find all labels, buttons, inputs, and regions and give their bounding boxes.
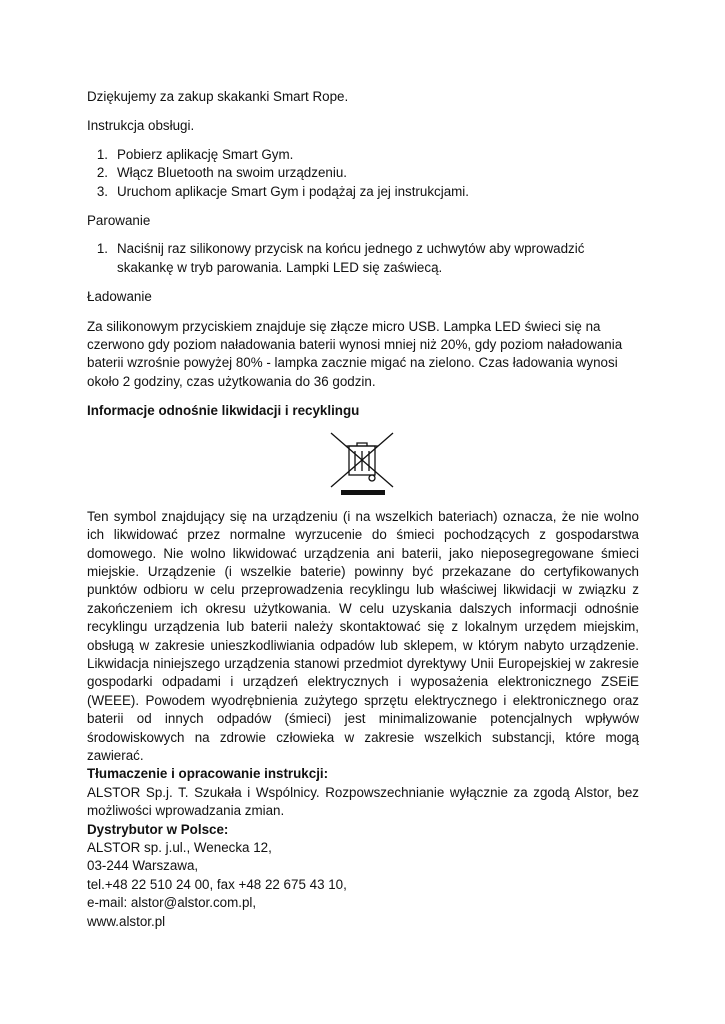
list-item: [87, 240, 639, 277]
list-number: 3.: [96, 183, 108, 199]
list-number: 2.: [96, 165, 108, 181]
recycling-heading: Informacje odnośnie likwidacji i recyklingu: [87, 403, 360, 419]
distributor-heading: Dystrybutor w Polsce:: [87, 821, 229, 837]
crossed-out-wheelie-bin-icon: [327, 431, 399, 497]
pairing-list: [87, 240, 639, 277]
pairing-heading: Parowanie: [87, 213, 151, 229]
recycling-text: Ten symbol znajdujący się na urządzeniu (i na wszelkich bateriach) oznacza, że nie wolno ich likwidować przez normalne wyrzucenie do śmieci pochodzących z gospodarstwa domowego. Nie wolno likwidować urządzenia ani baterii, jako nieposegregowane śmieci miejskie. Urządzenie (i wszelkie baterie) powinny być przekazane do certyfikowanych punktów odbioru w celu przeprowadzenia recyklingu lub właściwej likwidacji w związku z zakończeniem ich okresu użytkowania. W celu uzyskania dalszych informacji odnośnie recyklingu urządzenia lub baterii należy skontaktować się z lokalnym urzędem miejskim, obsługą w zakresie unieszkodliwiania odpadów lub sklepem, w którym nabyto urządzenie. Likwidacja niniejszego urządzenia stanowi przedmiot dyrektywy Unii Europejskiej w zakresie gospodarki odpadami i urządzeń elektrycznych i wyposażenia elektronicznego ZSEiE (WEEE). Powodem wyodrębnienia zużytego sprzętu elektrycznego i elektronicznego oraz baterii od innych odpadów (śmieci) jest minimalizowanie potencjalnych wpływów środowiskowych na zdrowie człowieka w zakresie wszelkich substancji, które mogą zawierać.: [87, 508, 639, 763]
distributor-line: 03-244 Warszawa,: [87, 858, 199, 874]
instructions-heading: Instrukcja obsługi.: [87, 118, 195, 134]
list-item: [87, 164, 639, 182]
list-text: Uruchom aplikacje Smart Gym i podążaj za jej instrukcjami.: [117, 183, 469, 199]
thanks-text: Dziękujemy za zakup skakanki Smart Rope.: [87, 89, 349, 104]
list-number: 1.: [96, 146, 108, 162]
distributor-line: tel.+48 22 510 24 00, fax +48 22 675 43 10,: [87, 876, 347, 892]
list-item: [87, 146, 639, 164]
translation-heading: Tłumaczenie i opracowanie instrukcji:: [87, 766, 329, 782]
distributor-website: www.alstor.pl: [87, 913, 166, 929]
charging-text: Za silikonowym przyciskiem znajduje się złącze micro USB. Lampka LED świeci się na czerwono gdy poziom naładowania baterii wynosi mniej niż 20%, gdy poziom naładowania baterii wzrośnie powyżej 80% - lampka zacznie migać na zielono. Czas ładowania wynosi około 2 godziny, czas użytkowania do 36 godzin.: [87, 318, 623, 389]
distributor-line: ALSTOR sp. j.ul., Wenecka 12,: [87, 840, 272, 855]
list-item: [87, 183, 639, 201]
instructions-list: [87, 146, 639, 201]
document-page: [87, 84, 639, 931]
charging-heading: Ładowanie: [87, 289, 152, 305]
distributor-email: e-mail: alstor@alstor.com.pl,: [87, 895, 257, 911]
list-text: Włącz Bluetooth na swoim urządzeniu.: [117, 165, 347, 181]
list-number: 1.: [96, 241, 108, 257]
list-text: Naciśnij raz silikonowy przycisk na końcu jednego z uchwytów aby wprowadzić skakankę w tryb parowania. Lampki LED się zaświecą.: [117, 241, 585, 275]
list-text: Pobierz aplikację Smart Gym.: [117, 146, 294, 162]
translation-text: ALSTOR Sp.j. T. Szukała i Wspólnicy. Rozpowszechnianie wyłącznie za zgodą Alstor, bez możliwości wprowadzania zmian.: [87, 784, 639, 819]
